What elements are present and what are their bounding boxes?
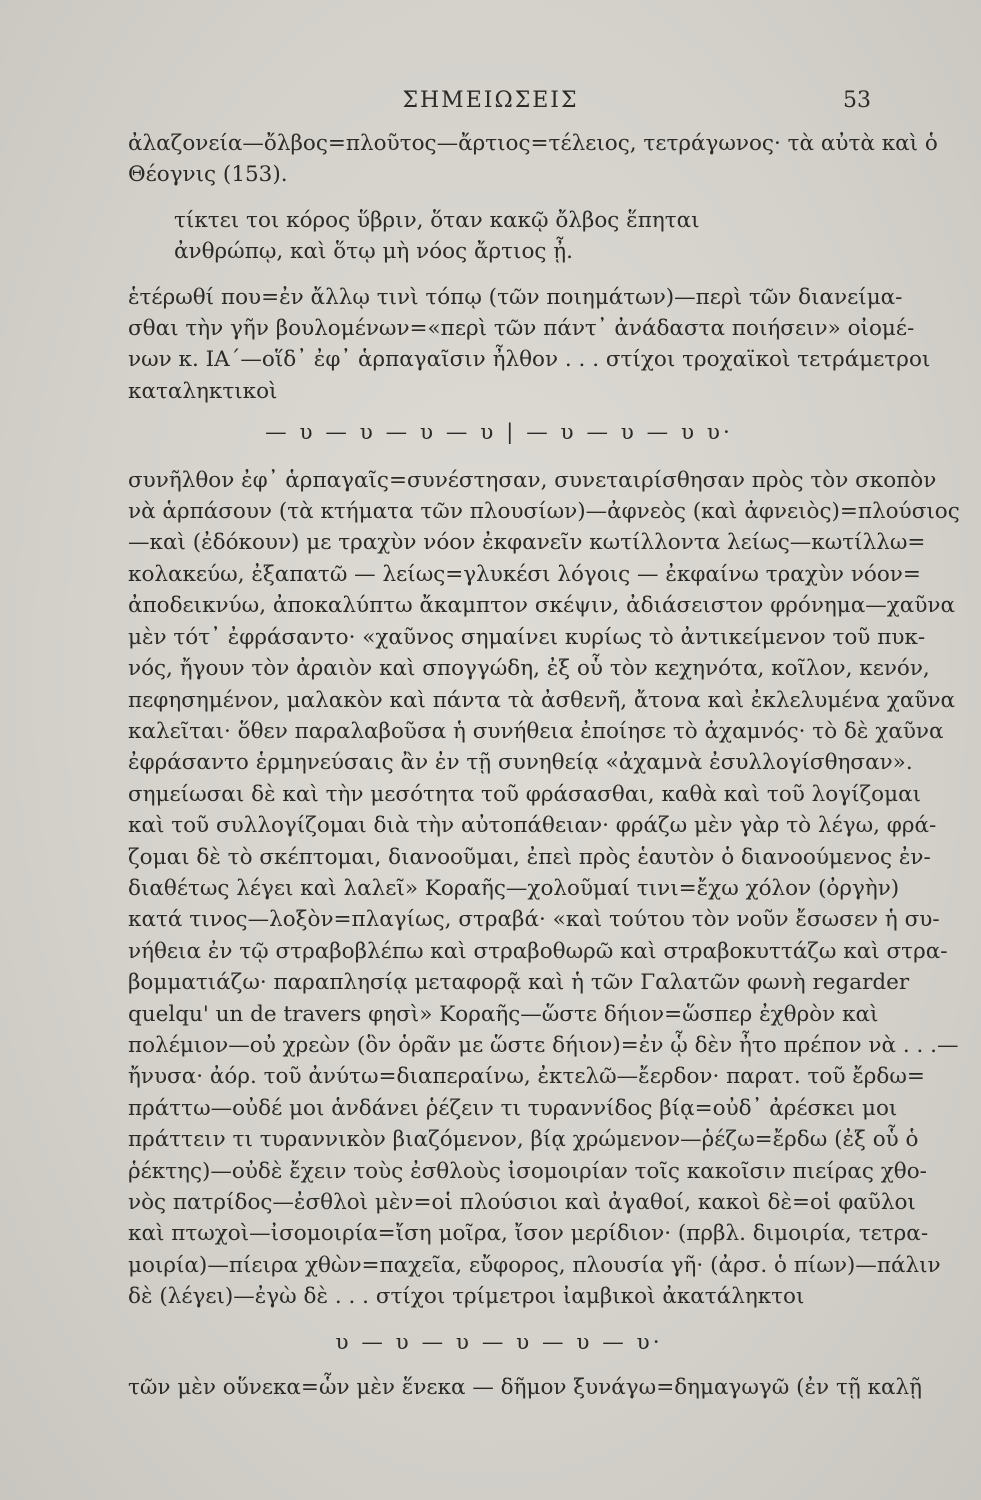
verse-line: τίκτει τοι κόρος ὕβριν, ὅταν κακῷ ὄλβος ἕπηται [174, 207, 700, 233]
text-line: βομματιάζω· παραπλησίᾳ μεταφορᾷ καὶ ἡ τῶν Γαλατῶν φωνὴ regarder [128, 970, 910, 996]
text-line: σθαι τὴν γῆν βουλομένων=«περὶ τῶν πάντ᾽ ἀνάδαστα ποιήσειν» οἰομέ- [128, 316, 915, 342]
text-line: δὲ (λέγει)—ἐγὼ δὲ . . . στίχοι τρίμετροι ἰαμβικοὶ ἀκατάληκτοι [128, 1284, 805, 1310]
text-line: ἤνυσα· ἀόρ. τοῦ ἀνύτω=διαπεραίνω, ἐκτελῶ—ἔερδον· παρατ. τοῦ ἔρδω= [128, 1064, 925, 1090]
text-line: σημείωσαι δὲ καὶ τὴν μεσότητα τοῦ φράσασθαι, καθὰ καὶ τοῦ λογίζομαι [128, 781, 922, 807]
text-line: συνῆλθον ἐφ᾽ ἁρπαγαῖς=συνέστησαν, συνεταιρίσθησαν πρὸς τὸν σκοπὸν [128, 467, 937, 493]
text-line: καλεῖται· ὅθεν παραλαβοῦσα ἡ συνήθεια ἐποίησε τὸ ἀχαμνός· τὸ δὲ χαῦνα [128, 718, 944, 744]
text-line: τῶν μὲν οὕνεκα=ὧν μὲν ἕνεκα — δῆμον ξυνάγω=δημαγωγῶ (ἐν τῇ καλῇ [128, 1375, 923, 1401]
text-line: ἑτέρωθί που=ἐν ἄλλῳ τινὶ τόπῳ (τῶν ποιημάτων)—περὶ τῶν διανείμα- [128, 284, 903, 310]
text-line: νὸς πατρίδος—ἐσθλοὶ μὲν=οἱ πλούσιοι καὶ ἀγαθοί, κακοὶ δὲ=οἱ φαῦλοι [128, 1190, 916, 1215]
text-line: —καὶ (ἐδόκουν) με τραχὺν νόον ἐκφανεῖν κωτίλλοντα λείως—κωτίλλω= [128, 530, 926, 556]
text-line: κολακεύω, ἐξαπατῶ — λείως=γλυκέσι λόγοις — ἐκφαίνω τραχὺν νόον= [128, 561, 921, 587]
text-line: πράττω—οὐδέ μοι ἁνδάνει ῥέζειν τι τυραννίδος βίᾳ=οὐδ᾽ ἀρέσκει μοι [128, 1095, 898, 1121]
running-header [0, 88, 981, 128]
metrical-scheme: υ — υ — υ — υ — υ — υ· [335, 1329, 663, 1355]
text-line: νὰ ἁρπάσουν (τὰ κτήματα τῶν πλουσίων)—ἀφνεὸς (καὶ ἀφνειὸς)=πλούσιος [128, 499, 960, 525]
text-line: quelqu' un de travers φησὶ» Κοραῆς—ὥστε δήιον=ὥσπερ ἐχθρὸν καὶ [128, 1001, 879, 1027]
text-line: νήθεια ἐν τῷ στραβοβλέπω καὶ στραβοθωρῶ καὶ στραβοκυττάζω καὶ στρα- [128, 938, 948, 964]
running-title: ΣΗΜΕΙΩΣΕΙΣ [402, 88, 579, 113]
text-line: μοιρία)—πίειρα χθὼν=παχεῖα, εὔφορος, πλουσία γῆ· (ἀρσ. ὁ πίων)—πάλιν [128, 1252, 941, 1278]
verse-line: ἀνθρώπῳ, καὶ ὅτῳ μὴ νόος ἄρτιος ᾖ. [174, 239, 573, 265]
text-line: ἀλαζονεία—ὄλβος=πλοῦτος—ἄρτιος=τέλειος, τετράγωνος· τὰ αὐτὰ καὶ ὁ [128, 131, 938, 156]
page-body [128, 128, 960, 1403]
text-line: Θέογνις (153). [128, 162, 288, 188]
text-line: πράττειν τι τυραννικὸν βιαζόμενον, βίᾳ χρώμενον—ῥέζω=ἔρδω (ἐξ οὗ ὁ [128, 1127, 919, 1153]
text-line: νων κ. ΙΑ΄—οἵδ᾽ ἐφ᾽ ἁρπαγαῖσιν ἦλθον . . . στίχοι τροχαϊκοὶ τετράμετροι [128, 347, 931, 373]
text-line: πεφησημένον, μαλακὸν καὶ πάντα τὰ ἀσθενῆ, ἄτονα καὶ ἐκλελυμένα χαῦνα [128, 687, 956, 713]
text-line: μὲν τότ᾽ ἐφράσαντο· «χαῦνος σημαίνει κυρίως τὸ ἀντικείμενον τοῦ πυκ- [128, 624, 926, 650]
page-number: 53 [843, 88, 871, 113]
text-line: ἐφράσαντο ἑρμηνεύσαις ἂν ἐν τῇ συνηθείᾳ «ἀχαμνὰ ἐσυλλογίσθησαν». [128, 750, 913, 776]
text-line: νός, ἤγουν τὸν ἀραιὸν καὶ σπογγώδη, ἐξ οὗ τὸν κεχηνότα, κοῖλον, κενόν, [128, 656, 930, 682]
text-line: πολέμιον—οὐ χρεὼν (ὃν ὁρᾶν με ὥστε δήιον)=ἐν ᾧ δὲν ἦτο πρέπον νὰ . . .— [128, 1032, 959, 1058]
text-line: ῥέκτης)—οὐδὲ ἔχειν τοὺς ἐσθλοὺς ἰσομοιρίαν τοῖς κακοῖσιν πιείρας χθο- [128, 1158, 927, 1184]
metrical-scheme: — υ — υ — υ — υ | — υ — υ — υ υ· [265, 420, 733, 446]
text-line: καὶ πτωχοὶ—ἰσομοιρία=ἴση μοῖρα, ἴσον μερίδιον· (πρβλ. διμοιρία, τετρα- [128, 1221, 929, 1247]
text-line: καὶ τοῦ συλλογίζομαι διὰ τὴν αὐτοπάθειαν· φράζω μὲν γὰρ τὸ λέγω, φρά- [128, 813, 937, 839]
text-line: διαθέτως λέγει καὶ λαλεῖ» Κοραῆς—χολοῦμαί τινι=ἔχω χόλον (ὀργὴν) [128, 875, 900, 901]
text-line: ζομαι δὲ τὸ σκέπτομαι, διανοοῦμαι, ἐπεὶ πρὸς ἑαυτὸν ὁ διανοούμενος ἐν- [128, 844, 931, 870]
text-line: κατά τινος—λοξὸν=πλαγίως, στραβά· «καὶ τούτου τὸν νοῦν ἔσωσεν ἡ συ- [128, 907, 940, 933]
text-line: καταληκτικοὶ [128, 378, 278, 404]
text-line: ἀποδεικνύω, ἀποκαλύπτω ἄκαμπτον σκέψιν, ἀδιάσειστον φρόνημα—χαῦνα [128, 593, 955, 619]
